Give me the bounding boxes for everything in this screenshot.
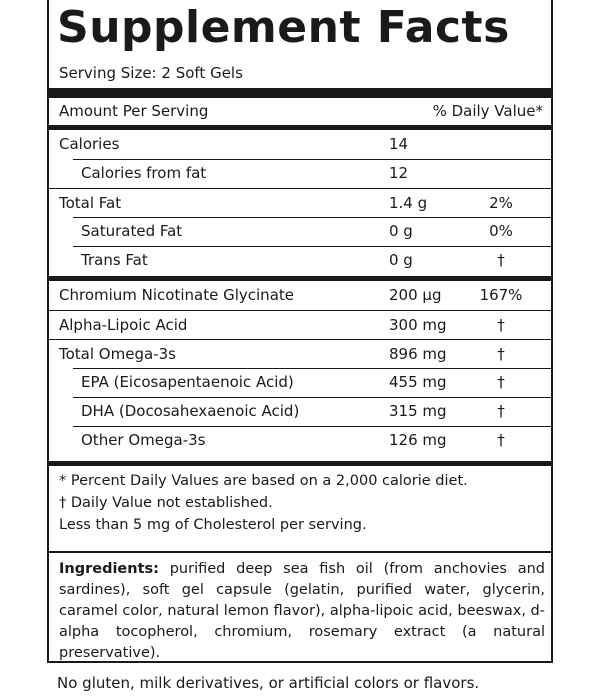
footnote: † Daily Value not established. bbox=[59, 495, 273, 511]
nutrient-amount: 0 g bbox=[389, 222, 413, 240]
serving-size bbox=[59, 60, 243, 86]
nutrient-dv: 0% bbox=[489, 222, 513, 240]
nutrient-row bbox=[49, 339, 551, 369]
nutrient-dv: † bbox=[497, 316, 505, 334]
nutrient-dv: 2% bbox=[489, 194, 513, 212]
nutrient-amount: 200 μg bbox=[389, 286, 442, 304]
nutrient-name: Total Omega-3s bbox=[59, 345, 176, 363]
ingredients-box bbox=[47, 553, 553, 663]
nutrient-amount: 300 mg bbox=[389, 316, 447, 334]
nutrient-name: Saturated Fat bbox=[81, 222, 183, 240]
nutrient-row bbox=[49, 130, 551, 159]
ingredients-list: purified deep sea fish oil (from anchovies and sardines), soft gel capsule (gelatin, purified water, glycerin, caramel color, natural lemon flavor), alpha-lipoic acid, beeswax, d-alpha tocopherol, chromium, rosemary extract (a natural preservative). bbox=[59, 561, 545, 661]
nutrient-amount: 455 mg bbox=[389, 373, 447, 391]
nutrient-name: Alpha-Lipoic Acid bbox=[59, 316, 188, 334]
nutrient-row bbox=[49, 368, 551, 397]
nutrient-row bbox=[49, 217, 551, 246]
nutrient-name: Total Fat bbox=[59, 194, 122, 212]
nutrient-row bbox=[49, 246, 551, 275]
nutrient-amount: 12 bbox=[389, 164, 409, 182]
nutrient-amount: 0 g bbox=[389, 251, 413, 269]
footnote: * Percent Daily Values are based on a 2,000 calorie diet. bbox=[59, 473, 468, 489]
ingredients-label: Ingredients: bbox=[59, 561, 159, 577]
nutrient-name: Calories bbox=[59, 135, 120, 153]
nutrient-row bbox=[49, 397, 551, 426]
nutrient-row bbox=[49, 281, 551, 310]
nutrient-name: Calories from fat bbox=[81, 164, 207, 182]
nutrient-amount: 14 bbox=[389, 135, 409, 153]
free-from-statement: No gluten, milk derivatives, or artificial colors or flavors. bbox=[57, 674, 480, 692]
nutrient-name: EPA (Eicosapentaenoic Acid) bbox=[81, 373, 294, 391]
nutrient-dv: † bbox=[497, 402, 505, 420]
daily-value-label: % Daily Value* bbox=[432, 102, 543, 120]
nutrient-dv: † bbox=[497, 251, 505, 269]
nutrient-row bbox=[49, 310, 551, 340]
nutrient-dv: 167% bbox=[479, 286, 523, 304]
nutrient-name: Trans Fat bbox=[81, 251, 148, 269]
nutrient-row bbox=[49, 188, 551, 218]
nutrient-dv: † bbox=[497, 431, 505, 449]
nutrient-row bbox=[49, 426, 551, 455]
footnotes bbox=[59, 470, 539, 536]
footnote: Less than 5 mg of Cholesterol per serving. bbox=[59, 517, 367, 533]
nutrient-name: Other Omega-3s bbox=[81, 431, 206, 449]
ingredients-text bbox=[59, 559, 545, 664]
nutrient-amount: 1.4 g bbox=[389, 194, 428, 212]
nutrient-row bbox=[49, 159, 551, 188]
nutrient-name: Chromium Nicotinate Glycinate bbox=[59, 286, 294, 304]
amount-per-serving-label: Amount Per Serving bbox=[59, 102, 209, 120]
serving-size-label: Serving Size: bbox=[59, 64, 157, 82]
serving-size-value: 2 Soft Gels bbox=[161, 64, 243, 82]
medium-rule-3 bbox=[49, 461, 551, 466]
supplement-facts-panel bbox=[47, 0, 553, 553]
nutrient-name: DHA (Docosahexaenoic Acid) bbox=[81, 402, 300, 420]
nutrient-amount: 126 mg bbox=[389, 431, 447, 449]
nutrient-amount: 896 mg bbox=[389, 345, 447, 363]
nutrient-dv: † bbox=[497, 373, 505, 391]
nutrient-dv: † bbox=[497, 345, 505, 363]
nutrient-amount: 315 mg bbox=[389, 402, 447, 420]
amount-header-row bbox=[49, 96, 551, 126]
panel-title: Supplement Facts bbox=[57, 2, 510, 53]
